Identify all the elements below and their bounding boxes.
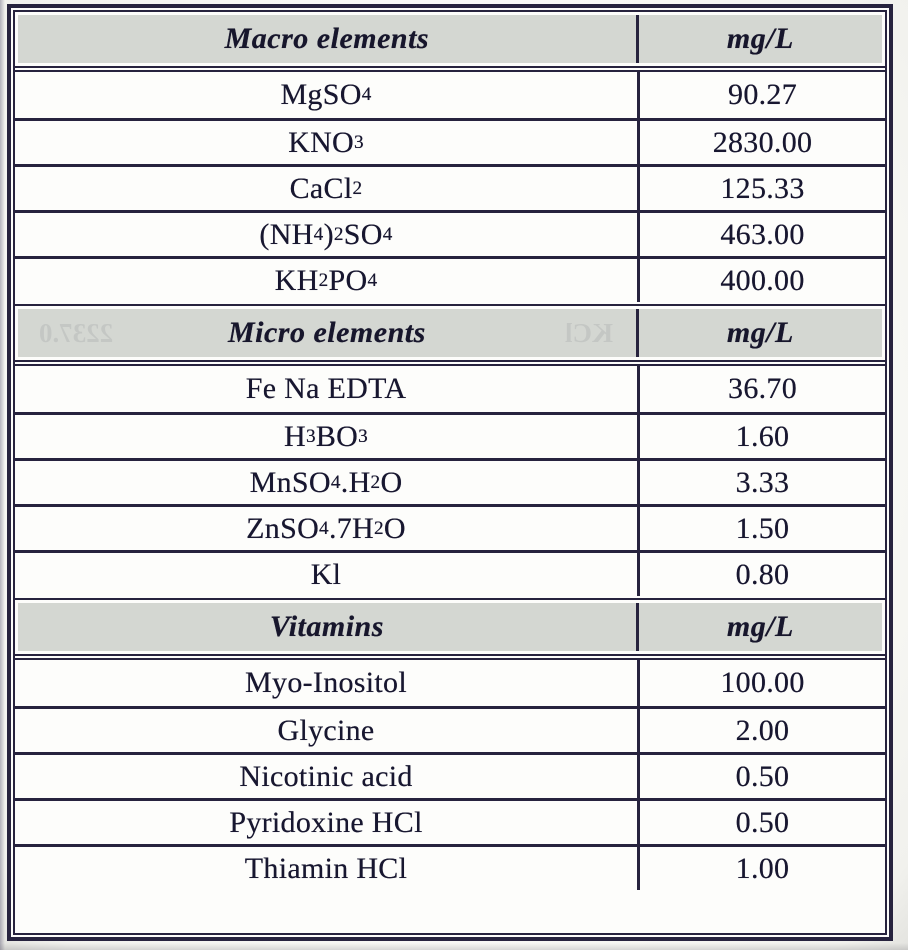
section-body [15,70,885,302]
compound-name: KNO 3 [288,125,364,159]
amount-value: 2.00 [637,709,885,752]
compound-name: H 3 BO 3 [283,419,369,453]
table-section [15,598,885,890]
table-row [15,798,885,844]
section-header [15,600,885,656]
section-header-label: Micro elements [227,316,426,349]
amount-value: 0.50 [637,801,885,844]
table-row [15,412,885,458]
table-row [15,458,885,504]
section-header-unit: mg/L [636,603,882,651]
section-header-label: Macro elements [224,22,430,55]
compound-name: ZnSO 4 .7H 2 O [246,511,406,545]
amount-value: 1.50 [637,507,885,550]
table-row [15,164,885,210]
table-row [15,504,885,550]
section-header-unit: mg/L [636,15,882,63]
compound-name: Thiamin HCl [244,851,408,885]
table-row [15,118,885,164]
section-body [15,364,885,596]
table-row [15,844,885,890]
amount-value: 90.27 [637,72,885,118]
bleed-through-text: KCl [565,318,614,348]
table-row [15,72,885,118]
amount-value: 0.50 [637,755,885,798]
table-row [15,256,885,302]
amount-value: 1.60 [637,415,885,458]
section-header-unit: mg/L [636,309,882,357]
section-header-label: Vitamins [269,610,384,643]
table-body-host [13,10,887,935]
amount-value: 2830.00 [637,121,885,164]
table-row [15,660,885,706]
table-section [15,12,885,302]
compound-name: Myo-Inositol [245,666,407,699]
amount-value: 3.33 [637,461,885,504]
compound-name: Fe Na EDTA [245,372,407,405]
composition-table [7,4,893,941]
compound-name: MnSO 4 .H 2 O [249,465,403,499]
table-row [15,210,885,256]
compound-name: Nicotinic acid [239,759,413,793]
section-body [15,658,885,890]
amount-value: 400.00 [637,259,885,302]
amount-value: 125.33 [637,167,885,210]
table-section [15,304,885,596]
section-header [15,12,885,68]
compound-name: KH 2 PO 4 [274,263,378,297]
compound-name: Glycine [277,713,375,747]
compound-name: (NH 4 ) 2 SO 4 [259,217,393,251]
bleed-through-text: 2237.0 [39,318,114,348]
table-row [15,366,885,412]
compound-name: Kl [310,557,342,591]
compound-name: MgSO 4 [280,78,372,111]
compound-name: CaCl 2 [289,171,363,205]
amount-value: 100.00 [637,660,885,706]
section-header [15,306,885,362]
amount-value: 463.00 [637,213,885,256]
compound-name: Pyridoxine HCl [229,805,423,839]
amount-value: 36.70 [637,366,885,412]
amount-value: 0.80 [637,553,885,596]
table-row [15,550,885,596]
table-row [15,752,885,798]
table-row [15,706,885,752]
amount-value: 1.00 [637,847,885,890]
